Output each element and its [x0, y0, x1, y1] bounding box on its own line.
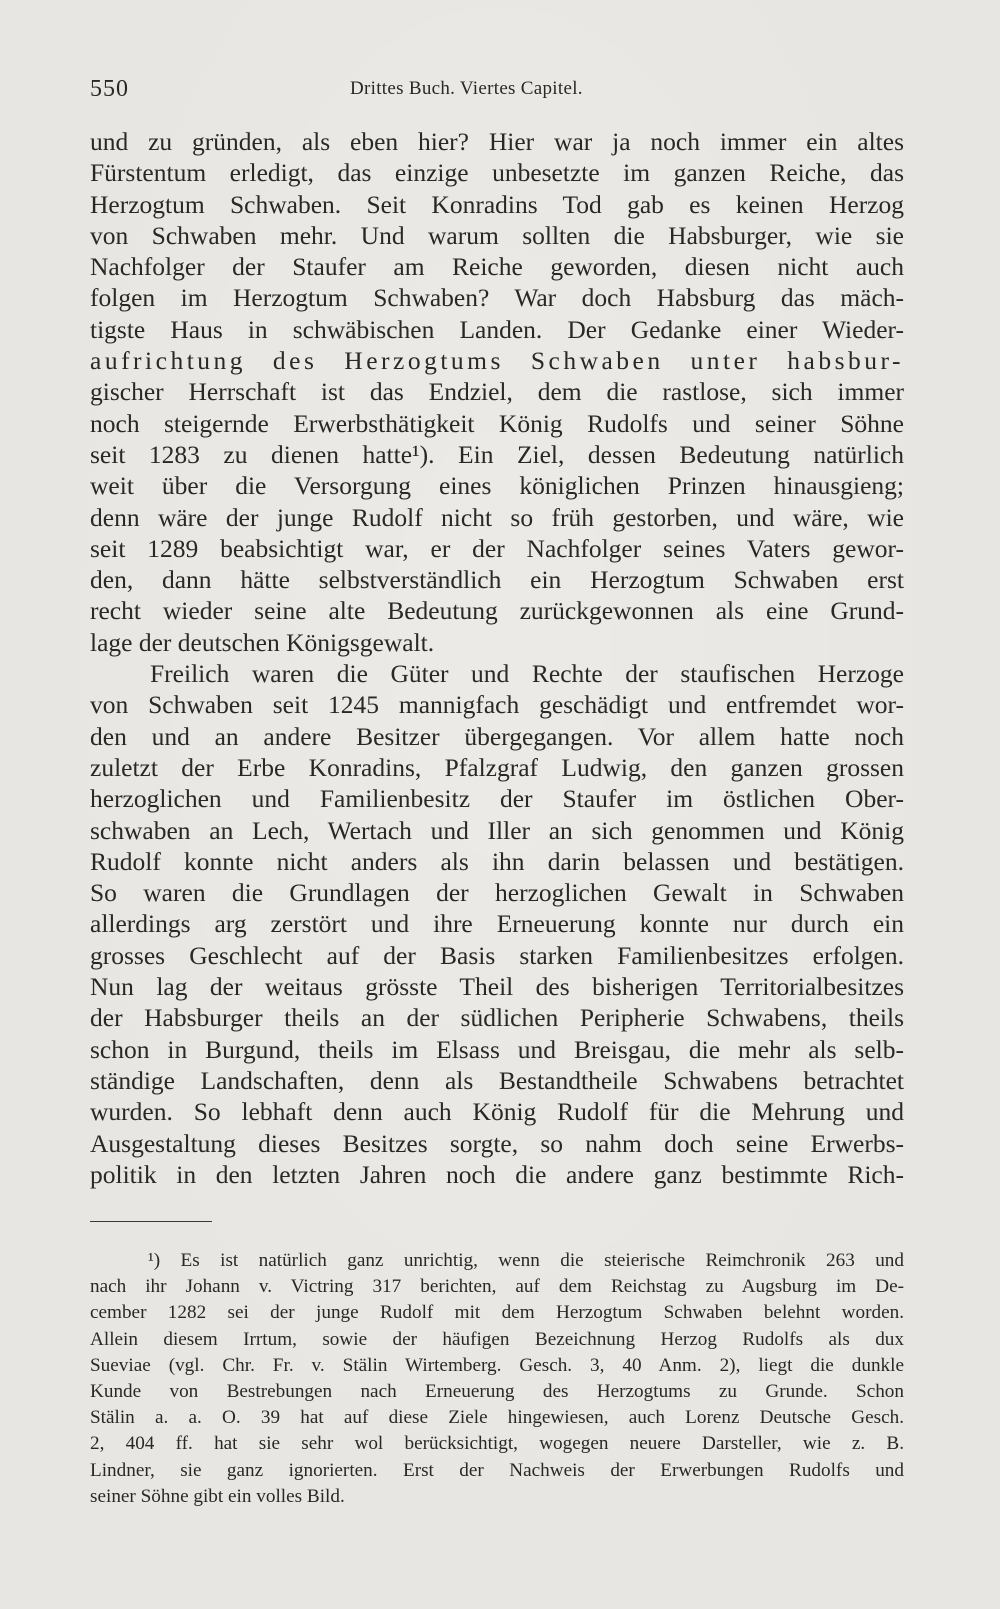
text-line: Fürstentum erledigt, das einzige unbesetzte im ganzen Reiche, das — [90, 158, 904, 188]
text-line: der Habsburger theils an der südlichen Peripherie Schwabens, theils — [90, 1003, 904, 1033]
footnote-line: Allein diesem Irrtum, sowie der häufigen Bezeichnung Herzog Rudolfs als dux — [90, 1328, 904, 1350]
text-line: seit 1283 zu dienen hatte¹). Ein Ziel, dessen Bedeutung natürlich — [90, 439, 904, 469]
text-line: allerdings arg zerstört und ihre Erneuerung konnte nur durch ein — [90, 909, 904, 939]
text-line: schwaben an Lech, Wertach und Iller an sich genommen und König — [90, 815, 904, 845]
footnote-line: nach ihr Johann v. Victring 317 berichten, auf dem Reichstag zu Augsburg im De- — [90, 1276, 904, 1298]
text-line: zuletzt der Erbe Konradins, Pfalzgraf Ludwig, den ganzen grossen — [90, 752, 904, 782]
text-line: gischer Herrschaft ist das Endziel, dem die rastlose, sich immer — [90, 377, 904, 407]
text-line: Herzogtum Schwaben. Seit Konradins Tod gab es keinen Herzog — [90, 189, 904, 219]
footnote-line: Sueviae (vgl. Chr. Fr. v. Stälin Wirtemberg. Gesch. 3, 40 Anm. 2), liegt die dunkle — [90, 1354, 904, 1376]
text-line: von Schwaben seit 1245 mannigfach geschädigt und entfremdet wor- — [90, 690, 904, 720]
main-text — [90, 126, 904, 1190]
running-head: Drittes Buch. Viertes Capitel. — [350, 78, 583, 99]
page-number: 550 — [90, 76, 129, 102]
footnote-line: cember 1282 sei der junge Rudolf mit dem Herzogtum Schwaben belehnt worden. — [90, 1302, 904, 1324]
page-header — [90, 76, 910, 110]
footnote-line: 2, 404 ff. hat sie sehr wol berücksichtigt, wogegen neuere Darsteller, wie z. B. — [90, 1433, 904, 1455]
text-line: So waren die Grundlagen der herzoglichen Gewalt in Schwaben — [90, 878, 904, 908]
text-line: Nun lag der weitaus grösste Theil des bisherigen Territorialbesitzes — [90, 972, 904, 1002]
text-line: grosses Geschlecht auf der Basis starken Familienbesitzes erfolgen. — [90, 940, 904, 970]
footnote-line: ¹) Es ist natürlich ganz unrichtig, wenn die steierische Reimchronik 263 und — [148, 1250, 904, 1271]
text-line: noch steigernde Erwerbsthätigkeit König Rudolfs und seiner Söhne — [90, 408, 904, 438]
text-line: seit 1289 beabsichtigt war, er der Nachfolger seines Vaters gewor- — [90, 533, 904, 563]
text-line: Ausgestaltung dieses Besitzes sorgte, so nahm doch seine Erwerbs- — [90, 1128, 904, 1158]
footnotes — [90, 1248, 904, 1510]
footnote-line: Stälin a. a. O. 39 hat auf diese Ziele hingewiesen, auch Lorenz Deutsche Gesch. — [90, 1407, 904, 1429]
text-line: herzoglichen und Familienbesitz der Staufer im östlichen Ober- — [90, 784, 904, 814]
text-line: recht wieder seine alte Bedeutung zurückgewonnen als eine Grund- — [90, 596, 904, 626]
text-line: den, dann hätte selbstverständlich ein Herzogtum Schwaben erst — [90, 565, 904, 595]
text-line: den und an andere Besitzer übergegangen. Vor allem hatte noch — [90, 721, 904, 751]
text-line: schon in Burgund, theils im Elsass und Breisgau, die mehr als selb- — [90, 1034, 904, 1064]
footnote-line: Kunde von Bestrebungen nach Erneuerung des Herzogtums zu Grunde. Schon — [90, 1380, 904, 1402]
footnote-line: Lindner, sie ganz ignorierten. Erst der Nachweis der Erwerbungen Rudolfs und — [90, 1459, 904, 1481]
text-line: tigste Haus in schwäbischen Landen. Der Gedanke einer Wieder- — [90, 314, 904, 344]
text-line: folgen im Herzogtum Schwaben? War doch Habsburg das mäch- — [90, 283, 904, 313]
text-line: denn wäre der junge Rudolf nicht so früh gestorben, und wäre, wie — [90, 502, 904, 532]
text-line: Rudolf konnte nicht anders als ihn darin belassen und bestätigen. — [90, 846, 904, 876]
footnote-line: seiner Söhne gibt ein volles Bild. — [90, 1485, 345, 1507]
text-line: wurden. So lebhaft denn auch König Rudolf für die Mehrung und — [90, 1097, 904, 1127]
text-line: politik in den letzten Jahren noch die andere ganz bestimmte Rich- — [90, 1159, 904, 1189]
text-line: Freilich waren die Güter und Rechte der staufischen Herzoge — [150, 659, 904, 689]
text-line: und zu gründen, als eben hier? Hier war ja noch immer ein altes — [90, 127, 904, 156]
footnote-separator — [90, 1221, 212, 1222]
text-line: von Schwaben mehr. Und warum sollten die Habsburger, wie sie — [90, 220, 904, 250]
text-line: Nachfolger der Staufer am Reiche geworden, diesen nicht auch — [90, 252, 904, 282]
text-line-spaced: aufrichtung des Herzogtums Schwaben unter habsbur- — [90, 346, 904, 376]
text-line: ständige Landschaften, denn als Bestandtheile Schwabens betrachtet — [90, 1065, 904, 1095]
text-line: lage der deutschen Königsgewalt. — [90, 627, 435, 657]
text-line: weit über die Versorgung eines königlichen Prinzen hinausgieng; — [90, 471, 904, 501]
